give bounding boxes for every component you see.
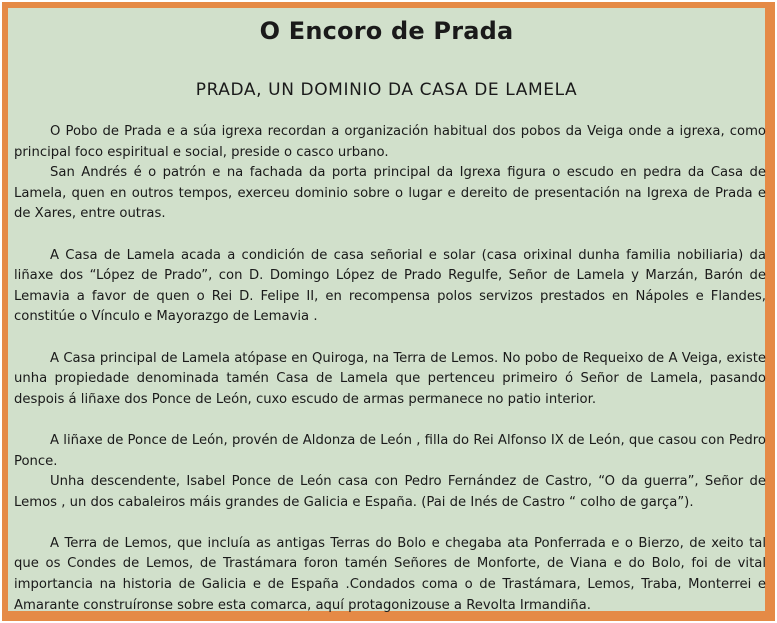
section-subtitle: PRADA, UN DOMINIO DA CASA DE LAMELA [195,80,578,100]
paragraph: A Casa principal de Lamela atópase en Quiroga, na Terra de Lemos. No pobo de Requeixo de A Veiga, existe unha propiedade denominada tamén Casa de Lamela que pertenceu primeiro ó Señor de Lamela, pasando despois á liñaxe dos Ponce de León, cuxo escudo de armas permanece no patio interior. [14,350,766,407]
paragraph: San Andrés é o patrón e na fachada da porta principal da Igrexa figura o escudo en pedra da Casa de Lamela, quen en outros tempos, exerceu dominio sobre o lugar e dereito de presentación na Igrexa de Prada e de Xares, entre outras. [14,165,766,222]
paragraph-spacer [14,225,766,246]
paragraph: O Pobo de Prada e a súa igrexa recordan a organización habitual dos pobos da Veiga onde a igrexa, como principal foco espiritual e social, preside o casco urbano. [14,124,766,160]
paragraph: A Terra de Lemos, que incluía as antigas Terras do Bolo e chegaba ata Ponferrada e o Bierzo, de xeito tal que os Condes de Lemos, de Trastámara foron tamén Señores de Monforte, de Viana e do Bolo, foi de vital importancia na historia de Galicia e de España .Condados coma o de Trastámara, Lemos, Traba, Monterrei e Amarante construíronse sobre esta comarca, aquí protagonizouse a Revolta Irmandiña. [14,535,766,613]
paragraph: A Casa de Lamela acada a condición de casa señorial e solar (casa orixinal dunha familia nobiliaria) da liñaxe dos “López de Prado”, con D. Domingo López de Prado Regulfe, Señor de Lamela y Marzán, Barón de Lemavia a favor de quen o Rei D. Felipe II, en recompensa polos servizos prestados en Nápoles e Flandes, constitúe o Vínculo e Mayorazgo de Lemavia . [14,247,766,325]
paragraph-spacer [14,513,766,534]
paragraph: A liñaxe de Ponce de León, provén de Aldonza de León , filla do Rei Alfonso IX de León, que casou con Pedro Ponce. [14,432,766,469]
article-body [14,122,766,616]
paragraph-spacer [14,410,766,431]
paragraph: Unha descendente, Isabel Ponce de León casa con Pedro Fernández de Castro, “O da guerra”, Señor de Lemos , un dos cabaleiros máis grandes de Galicia e España. (Pai de Inés de Castro “ colho de garça”). [14,474,766,510]
page-title: O Encoro de Prada [259,17,514,45]
info-panel [2,2,775,621]
paragraph-spacer [14,328,766,349]
